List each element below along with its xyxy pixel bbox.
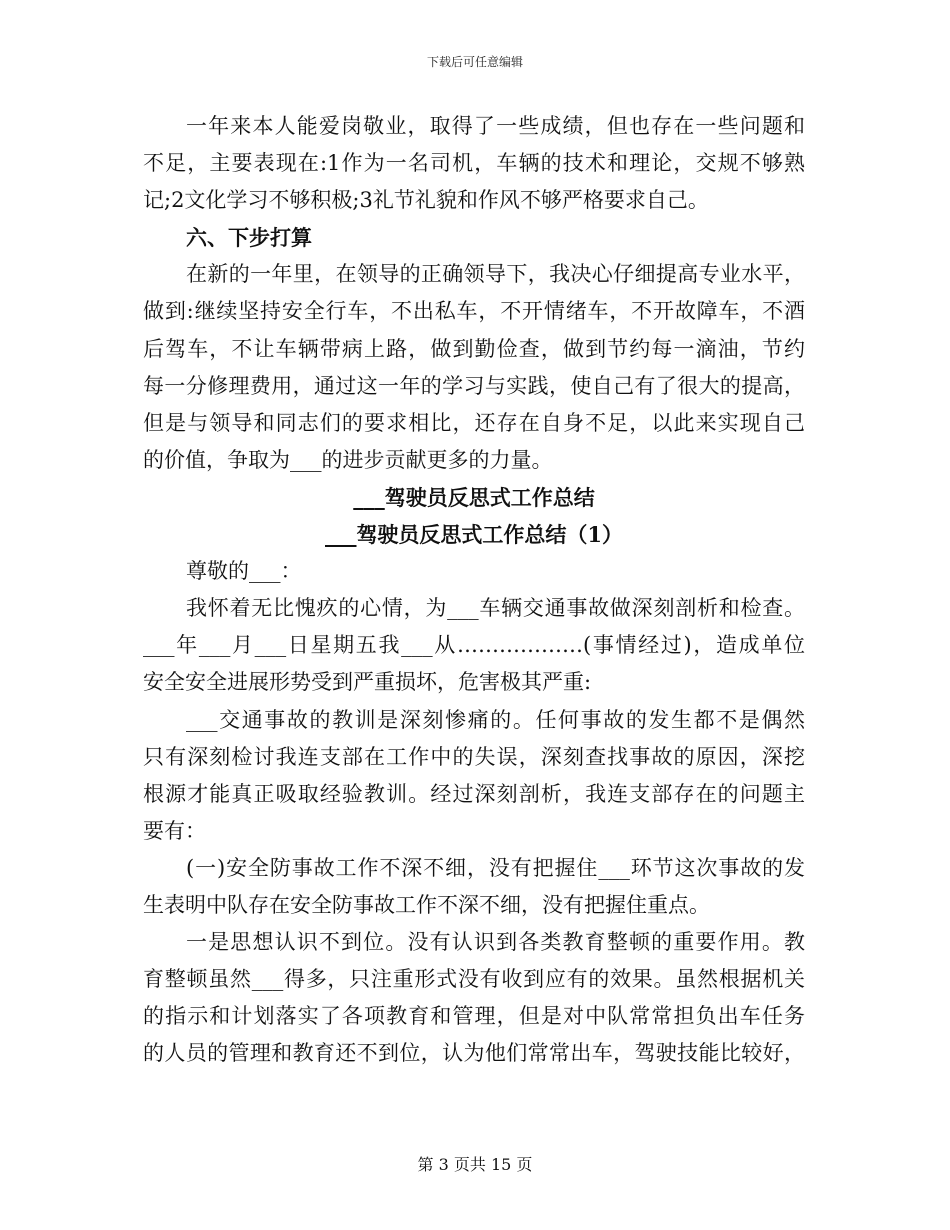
document-subtitle: ___驾驶员反思式工作总结（1） xyxy=(324,522,624,548)
paragraph-line: 在新的一年里，在领导的正确领导下，我决心仔细提高专业水平， xyxy=(186,262,805,287)
paragraph-line: 育整顿虽然___得多，只注重形式没有收到应有的效果。虽然根据机关 xyxy=(143,967,805,992)
paragraph-line: 我怀着无比愧疚的心情，为___车辆交通事故做深刻剖析和检查。 xyxy=(186,596,805,621)
page-number: 第 3 页共 15 页 xyxy=(417,1155,533,1174)
paragraph-plans xyxy=(143,256,805,479)
paragraph-line: 一年来本人能爱岗敬业，取得了一些成绩，但也存在一些问题和 xyxy=(186,114,805,138)
paragraph-line: ___年___月___日星期五我___从………………(事情经过)，造成单位 xyxy=(143,633,805,658)
paragraph-line: 记;2文化学习不够积极;3礼节礼貌和作风不够严格要求自己。 xyxy=(143,188,709,213)
paragraph-line: 但是与领导和同志们的要求相比，还存在自身不足，以此来实现自己 xyxy=(143,410,805,435)
paragraph-line: 的指示和计划落实了各项教育和管理，但是对中队常常担负出车任务 xyxy=(143,1004,805,1029)
paragraph-line: (一)安全防事故工作不深不细，没有把握住___环节这次事故的发 xyxy=(186,855,805,880)
paragraph-line: 后驾车，不让车辆带病上路，做到勤俭查，做到节约每一滴油，节约 xyxy=(143,336,805,361)
paragraph-line: 做到:继续坚持安全行车，不出私车，不开情绪车，不开故障车，不酒 xyxy=(143,299,805,324)
document-body xyxy=(143,108,805,1072)
paragraph-line: 不足，主要表现在:1作为一名司机，车辆的技术和理论，交规不够熟 xyxy=(143,151,805,176)
paragraph-line: 只有深刻检讨我连支部在工作中的失误，深刻查找事故的原因，深挖 xyxy=(143,744,805,769)
salutation: 尊敬的___： xyxy=(186,559,302,584)
paragraph-line: 安全安全进展形势受到严重损坏，危害极其严重: xyxy=(143,670,592,695)
document-title: ___驾驶员反思式工作总结 xyxy=(353,484,595,510)
paragraph-incident xyxy=(143,590,805,701)
paragraph-line: 每一分修理费用，通过这一年的学习与实践，使自己有了很大的提高， xyxy=(143,373,805,398)
paragraph-line: 根源才能真正吸取经验教训。经过深刻剖析，我连支部存在的问题主 xyxy=(143,781,805,806)
paragraph-lessons xyxy=(143,702,805,850)
page-header-note: 下载后可任意编辑 xyxy=(426,55,523,69)
paragraph-awareness xyxy=(143,924,805,1072)
paragraph-line: 的人员的管理和教育还不到位，认为他们常常出车，驾驶技能比较好， xyxy=(143,1041,805,1066)
paragraph-issue-one xyxy=(143,850,805,924)
paragraph-line: 的价值，争取为___的进步贡献更多的力量。 xyxy=(143,447,553,472)
paragraph-line: ___交通事故的教训是深刻惨痛的。任何事故的发生都不是偶然 xyxy=(186,707,805,732)
paragraph-line: 要有： xyxy=(143,818,206,843)
paragraph-line: 生表明中队存在安全防事故工作不深不细，没有把握住重点。 xyxy=(143,892,710,917)
section-heading: 六、下步打算 xyxy=(186,225,312,251)
paragraph-line: 一是思想认识不到位。没有认识到各类教育整顿的重要作用。教 xyxy=(186,930,805,955)
paragraph-shortcomings xyxy=(143,108,805,219)
